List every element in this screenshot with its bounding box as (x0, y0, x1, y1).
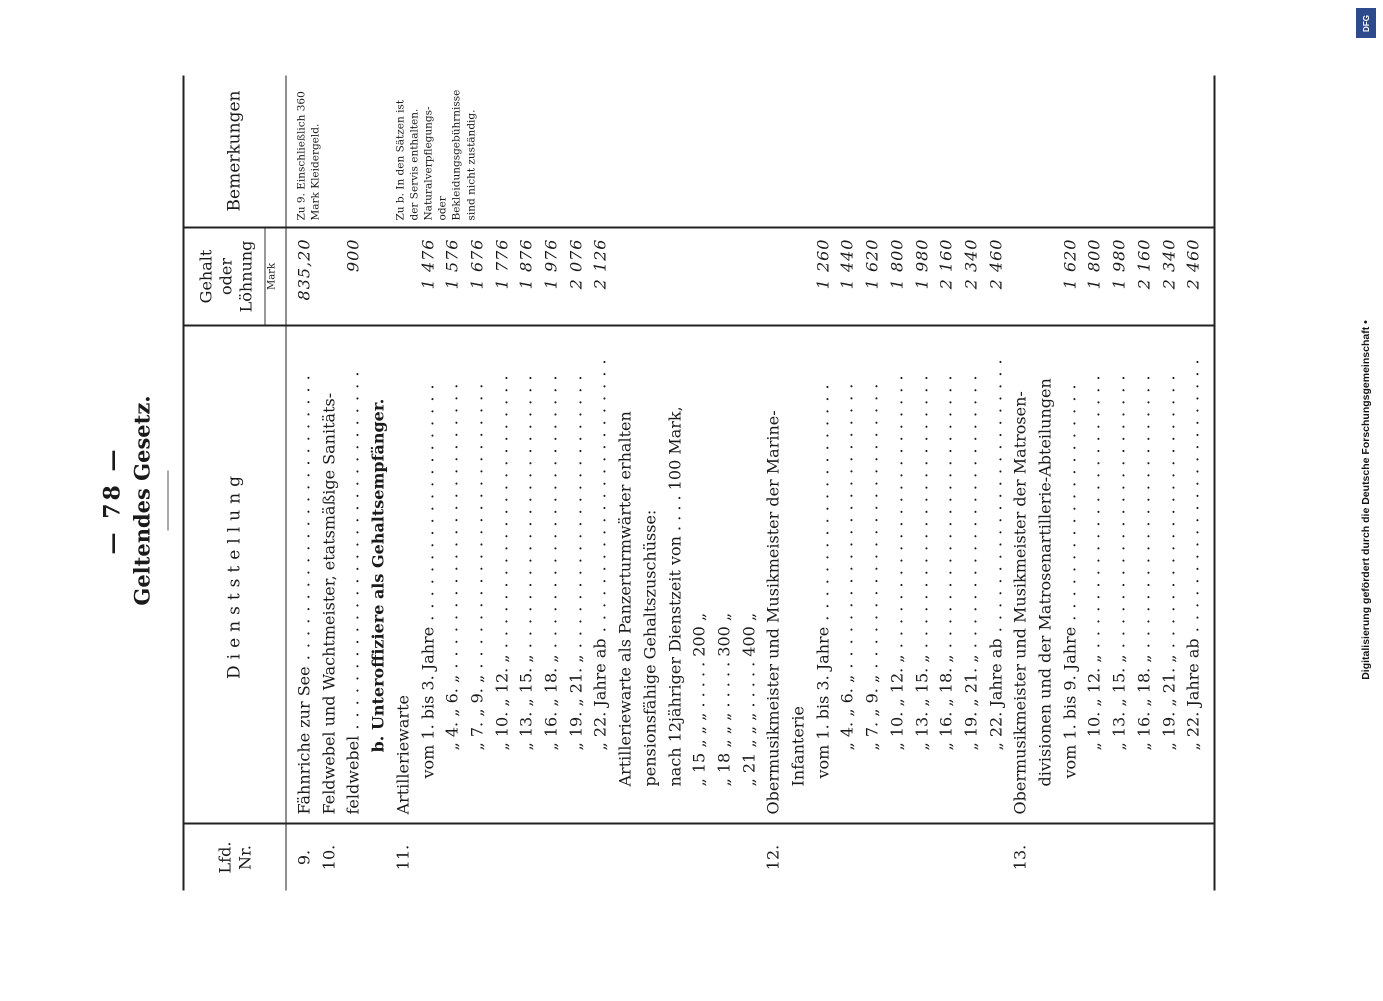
salary-value: 1 876 (516, 238, 536, 290)
row-label: vom 1. bis 3. Jahre (813, 626, 833, 779)
row-description (591, 337, 610, 815)
leader-dots: . . . . . . . . . . . . . . . . . . . . . . . (986, 358, 1006, 639)
leader-dots: . . . . . . . . . . . . . . . . . . . . (813, 383, 833, 627)
row-label: pensionsfähige Gehaltszuschüsse: (640, 509, 660, 787)
salary-value: 1 976 (541, 238, 561, 290)
entry-number: 9. (294, 849, 314, 866)
salary-value: 1 440 (837, 238, 857, 290)
row-label: „ 13. „ 15. „ (516, 654, 536, 751)
row-label: „ 22. Jahre ab (590, 638, 610, 751)
row-description (690, 337, 709, 815)
row-description (937, 337, 956, 815)
salary-value: 1 620 (862, 238, 882, 290)
col-divider-nr (183, 823, 1216, 825)
table-bottom-rule (1214, 76, 1216, 891)
header-gehalt-line1: Gehalt (196, 249, 216, 304)
leader-dots: . . . . . . . . . . . . . . . . . . . . . . . (1183, 358, 1203, 639)
row-label: „ 21 „ „ „ . . . . . 400 „ (739, 612, 759, 787)
row-description (542, 337, 561, 815)
row-label: Fähnriche zur See (294, 666, 314, 815)
salary-value: 2 126 (590, 238, 610, 290)
row-description (640, 337, 659, 815)
row-description (1110, 337, 1129, 815)
leader-dots: . . . . . . . . . . . . . . . . . . . . . . . . (467, 382, 487, 675)
dfg-logo: DFG (1356, 8, 1376, 38)
row-description (714, 337, 733, 815)
salary-value: 2 160 (936, 238, 956, 290)
row-label: „ 10. „ 12. „ (492, 654, 512, 751)
row-label: „ 7. „ 9. „ (467, 674, 487, 751)
row-description (344, 337, 363, 815)
row-label: nach 12jähriger Dienstzeit von . . . . 100 Mark, (665, 406, 684, 787)
row-label: Obermusikmeister und Musikmeister der Matrosen- (1010, 391, 1030, 815)
entry-number: 13. (1010, 844, 1030, 871)
salary-value: 2 076 (566, 238, 586, 290)
salary-value: 1 476 (418, 238, 437, 290)
leader-dots: . . . . . . . . . . . . . . . . . . . . . . . (1134, 374, 1154, 655)
salary-value: 1 576 (442, 238, 462, 290)
leader-dots: . . . . . . . . . . . . . . . . . . . . . . . (541, 374, 561, 655)
row-label: „ 19. „ 21. „ (566, 654, 586, 751)
salary-value: 1 260 (813, 238, 833, 290)
leader-dots: . . . . . . . . . . . . . . . . . . . . (1060, 383, 1080, 627)
row-label: „ 10. „ 12. „ (887, 654, 907, 751)
row-label: „ 4. „ 6. „ (442, 674, 462, 751)
row-label: Feldwebel und Wachtmeister, etatsmäßige Sanitäts- (319, 392, 339, 815)
row-label: „ 13. „ 15. „ (912, 654, 931, 751)
header-nr-line2: Nr. (235, 845, 254, 870)
leader-dots: . . . . . . . . . . . . . . . . . . . . . . . (961, 374, 981, 655)
header-gehalt-unit: Mark (266, 262, 278, 291)
leader-dots: . . . . . . . . . . . . . . . . . . . . . . . . (294, 374, 314, 667)
entry-number: 12. (763, 844, 783, 871)
section-heading: b. Unteroffiziere als Gehaltsempfänger. (368, 398, 388, 753)
row-label: „ 16. „ 18. „ (1134, 654, 1154, 751)
leader-dots: . . . . . . . . . . . . . . . . . . . . . . . (1109, 374, 1129, 655)
entry-number: 11. (393, 844, 413, 871)
page-number: — 78 — (99, 446, 126, 555)
leader-dots: . . . . . . . . . . . . . . . . . . . . . . . (516, 374, 536, 655)
leader-dots: . . . . . . . . . . . . . . . . . . . . . . . (566, 374, 586, 655)
scanned-page (0, 1, 1383, 1001)
salary-value: 1 676 (467, 238, 487, 290)
row-label: „ 13. „ 15. „ (1109, 654, 1129, 751)
salary-value: 1 980 (912, 238, 931, 290)
row-label: vom 1. bis 9. Jahre (1060, 626, 1080, 779)
leader-dots: . . . . . . . . . . . . . . . . . . . . (418, 383, 437, 627)
row-label: „ 7. „ 9. „ (862, 674, 882, 751)
row-description (1060, 337, 1079, 815)
salary-value: 1 776 (492, 238, 512, 290)
row-description (443, 337, 462, 815)
row-description (863, 337, 882, 815)
row-description (517, 337, 536, 815)
salary-value: 2 460 (1183, 238, 1203, 290)
row-label: Infanterie (788, 705, 808, 787)
remark: Zu 9. Einschließlich 360 Mark Kleidergeld. (295, 91, 322, 221)
salary-value: 1 980 (1109, 238, 1129, 290)
row-label: „ 22. Jahre ab (1183, 638, 1203, 751)
row-label: „ 18 „ „ „ . . . . . 300 „ (714, 612, 734, 787)
header-nr-line1: Lfd. (215, 841, 234, 874)
row-description (319, 337, 338, 815)
entry-number: 10. (319, 844, 339, 871)
row-description (1159, 337, 1178, 815)
row-description (912, 337, 931, 815)
leader-dots: . . . . . . . . . . . . . . . . . . . . . . . (1159, 374, 1178, 655)
leader-dots: . . . . . . . . . . . . . . . . . . . . . . . . (442, 382, 462, 675)
leader-dots: . . . . . . . . . . . . . . . . . . . . . . . . . . . . . . (343, 370, 363, 736)
salary-value: 900 (343, 238, 363, 273)
leader-dots: . . . . . . . . . . . . . . . . . . . . . . . (1084, 374, 1104, 655)
row-label: „ 16. „ 18. „ (936, 654, 956, 751)
row-label: „ 22. Jahre ab (986, 638, 1006, 751)
leader-dots: . . . . . . . . . . . . . . . . . . . . . . . (912, 374, 931, 655)
row-description (789, 337, 808, 815)
row-label: „ 4. „ 6. „ (837, 674, 857, 751)
row-description (764, 337, 783, 815)
salary-value: 2 340 (1159, 238, 1178, 290)
row-label: vom 1. bis 3. Jahre (418, 626, 437, 779)
row-description (838, 337, 857, 815)
leader-dots: . . . . . . . . . . . . . . . . . . . . . . . . (862, 382, 882, 675)
row-description (1085, 337, 1104, 815)
salary-value: 1 800 (887, 238, 907, 290)
row-label: feldwebel (343, 735, 363, 815)
row-label: „ 15 „ „ „ . . . . . 200 „ (689, 612, 709, 787)
row-label: divisionen und der Matrosenartillerie-Abteilungen (1035, 378, 1055, 787)
leader-dots: . . . . . . . . . . . . . . . . . . . . . . . . (837, 382, 857, 675)
row-label: „ 10. „ 12. „ (1084, 654, 1104, 751)
remark: Zu b. In den Sätzen ist der Servis enthalten. Naturalverpflegungs- oder Bekleidungsgebührnisse sind nicht zuständig. (394, 89, 478, 221)
title-rule (168, 471, 169, 531)
row-label: Obermusikmeister und Musikmeister der Marine- (763, 410, 783, 815)
salary-value: 2 340 (961, 238, 981, 290)
dfg-stamp (1348, 0, 1383, 1000)
header-bemerkungen: Bemerkungen (224, 90, 245, 212)
row-label: „ 16. „ 18. „ (541, 654, 561, 751)
dfg-funding-note: Digitalisierung gefördert durch die Deutsche Forschungsgemeinschaft • (1360, 320, 1372, 680)
row-description (665, 337, 684, 815)
row-description (566, 337, 585, 815)
salary-table (183, 76, 1216, 891)
row-label: „ 19. „ 21. „ (961, 654, 981, 751)
salary-value: 2 160 (1134, 238, 1154, 290)
row-description (467, 337, 486, 815)
header-dienststellung: Dienststellung (224, 470, 245, 679)
leader-dots: . . . . . . . . . . . . . . . . . . . . . . . (590, 358, 610, 639)
row-description (961, 337, 980, 815)
col-divider-dienst (183, 325, 1216, 327)
row-description (295, 337, 314, 815)
leader-dots: . . . . . . . . . . . . . . . . . . . . . . . (936, 374, 956, 655)
salary-value: 1 620 (1060, 238, 1080, 290)
leader-dots: . . . . . . . . . . . . . . . . . . . . . . . (887, 374, 907, 655)
row-description (418, 337, 437, 815)
salary-value: 1 800 (1084, 238, 1104, 290)
row-description (1036, 337, 1055, 815)
row-description (986, 337, 1005, 815)
row-label: Artilleriewarte (393, 695, 413, 815)
salary-value: 2 460 (986, 238, 1006, 290)
row-description (1011, 337, 1030, 815)
row-description (739, 337, 758, 815)
row-description (1134, 337, 1153, 815)
row-description (1184, 337, 1203, 815)
header-nr (183, 825, 288, 891)
row-label: Artilleriewarte als Panzerturmwärter erhalten (615, 411, 635, 787)
row-description (492, 337, 511, 815)
row-label: „ 19. „ 21. „ (1159, 654, 1178, 751)
row-description (887, 337, 906, 815)
salary-value: 835,20 (294, 238, 314, 301)
row-description (813, 337, 832, 815)
col-divider-gehalt (183, 227, 1216, 229)
running-title: Geltendes Gesetz. (129, 395, 155, 606)
header-gehalt-line2: oder Löhnung (216, 240, 256, 313)
row-description (393, 337, 412, 815)
leader-dots: . . . . . . . . . . . . . . . . . . . . . . . (492, 374, 512, 655)
header-gehalt (183, 229, 271, 325)
row-description (616, 337, 635, 815)
